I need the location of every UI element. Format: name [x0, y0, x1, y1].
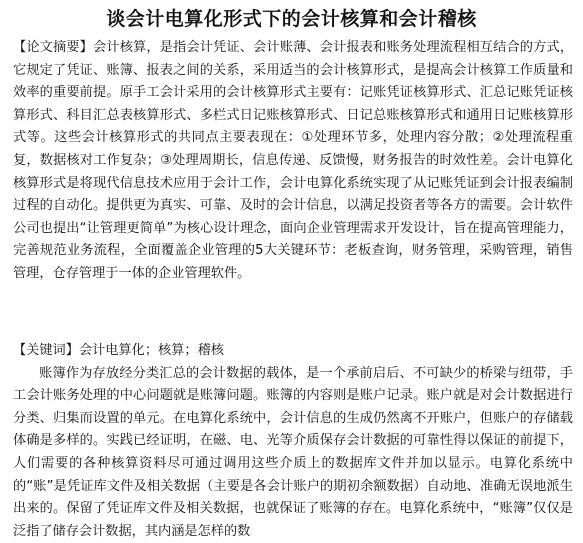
abstract-text: 会计核算，是指会计凭证、会计账薄、会计报表和账务处理流程相互结合的方式，它规定了凭证、账簿、报表之间的关系，采用适当的会计核算形式，是提高会计核算工作质量和效率的重要前提。原手工会计采用的会计核算形式主要有：记账凭证核算形式、汇总记账凭证核算形式、科目汇总表核算形式、多栏式日记账核算形式、日记总账核算形式和通用日记账核算形式等。这些会计核算形式的共同点主要表现在：①处理环节多，处理内容分散；②处理流程重复，数据核对工作复杂；③处理周期长，信息传递、反馈慢，财务报告的时效性差。会计电算化核算形式是将现代信息技术应用于会计工作，会计电算化系统实现了从记账凭证到会计报表编制过程的自动化。提供更为真实、可靠、及时的会计信息，以满足投资者等各方的需要。会计软件公司也提出“让管理更简单”为核心设计理念，面向企业管理需求开发设计，旨在提高管理能力，完善规范业务流程，全面覆盖企业管理的5大关键环节：老板查询，财务管理，采购管理，销售管理，仓存管理于一体的企业管理软件。: [13, 40, 574, 281]
keywords-label: 【关键词】: [13, 343, 79, 358]
abstract-label: 【论文摘要】: [13, 40, 94, 55]
keywords-section: [13, 340, 573, 543]
keywords-line: [13, 340, 573, 363]
body-paragraph: [13, 363, 573, 543]
article-title: 谈会计电算化形式下的会计核算和会计稽核: [106, 8, 477, 30]
abstract-paragraph: [13, 37, 573, 286]
keywords-text: 会计电算化；核算；稽核: [78, 343, 224, 358]
body-text: 账簿作为存放经分类汇总的会计数据的载体，是一个承前启后、不可缺少的桥梁与纽带，手工会计账务处理的中心问题就是账簿问题。账簿的内容则是账户记录。账户就是对会计数据进行分类、归集而设置的单元。在电算化系统中，会计信息的生成仍然离不开账户，但账户的存储载体确是多样的。实践已经证明，在磁、电、光等介质保存会计数据的可靠性得以保证的前提下，人们需要的各种核算资料尽可通过调用这些介质上的数据库文件并加以显示。电算化系统中的“账”是凭证库文件及相关数据（主要是各会计账户的期初余额数据）自动地、准确无误地派生出来的。保留了凭证库文件及相关数据，也就保证了账簿的存在。电算化系统中，“账簿”仅仅是泛指了储存会计数据，其内涵是怎样的数: [13, 365, 573, 539]
